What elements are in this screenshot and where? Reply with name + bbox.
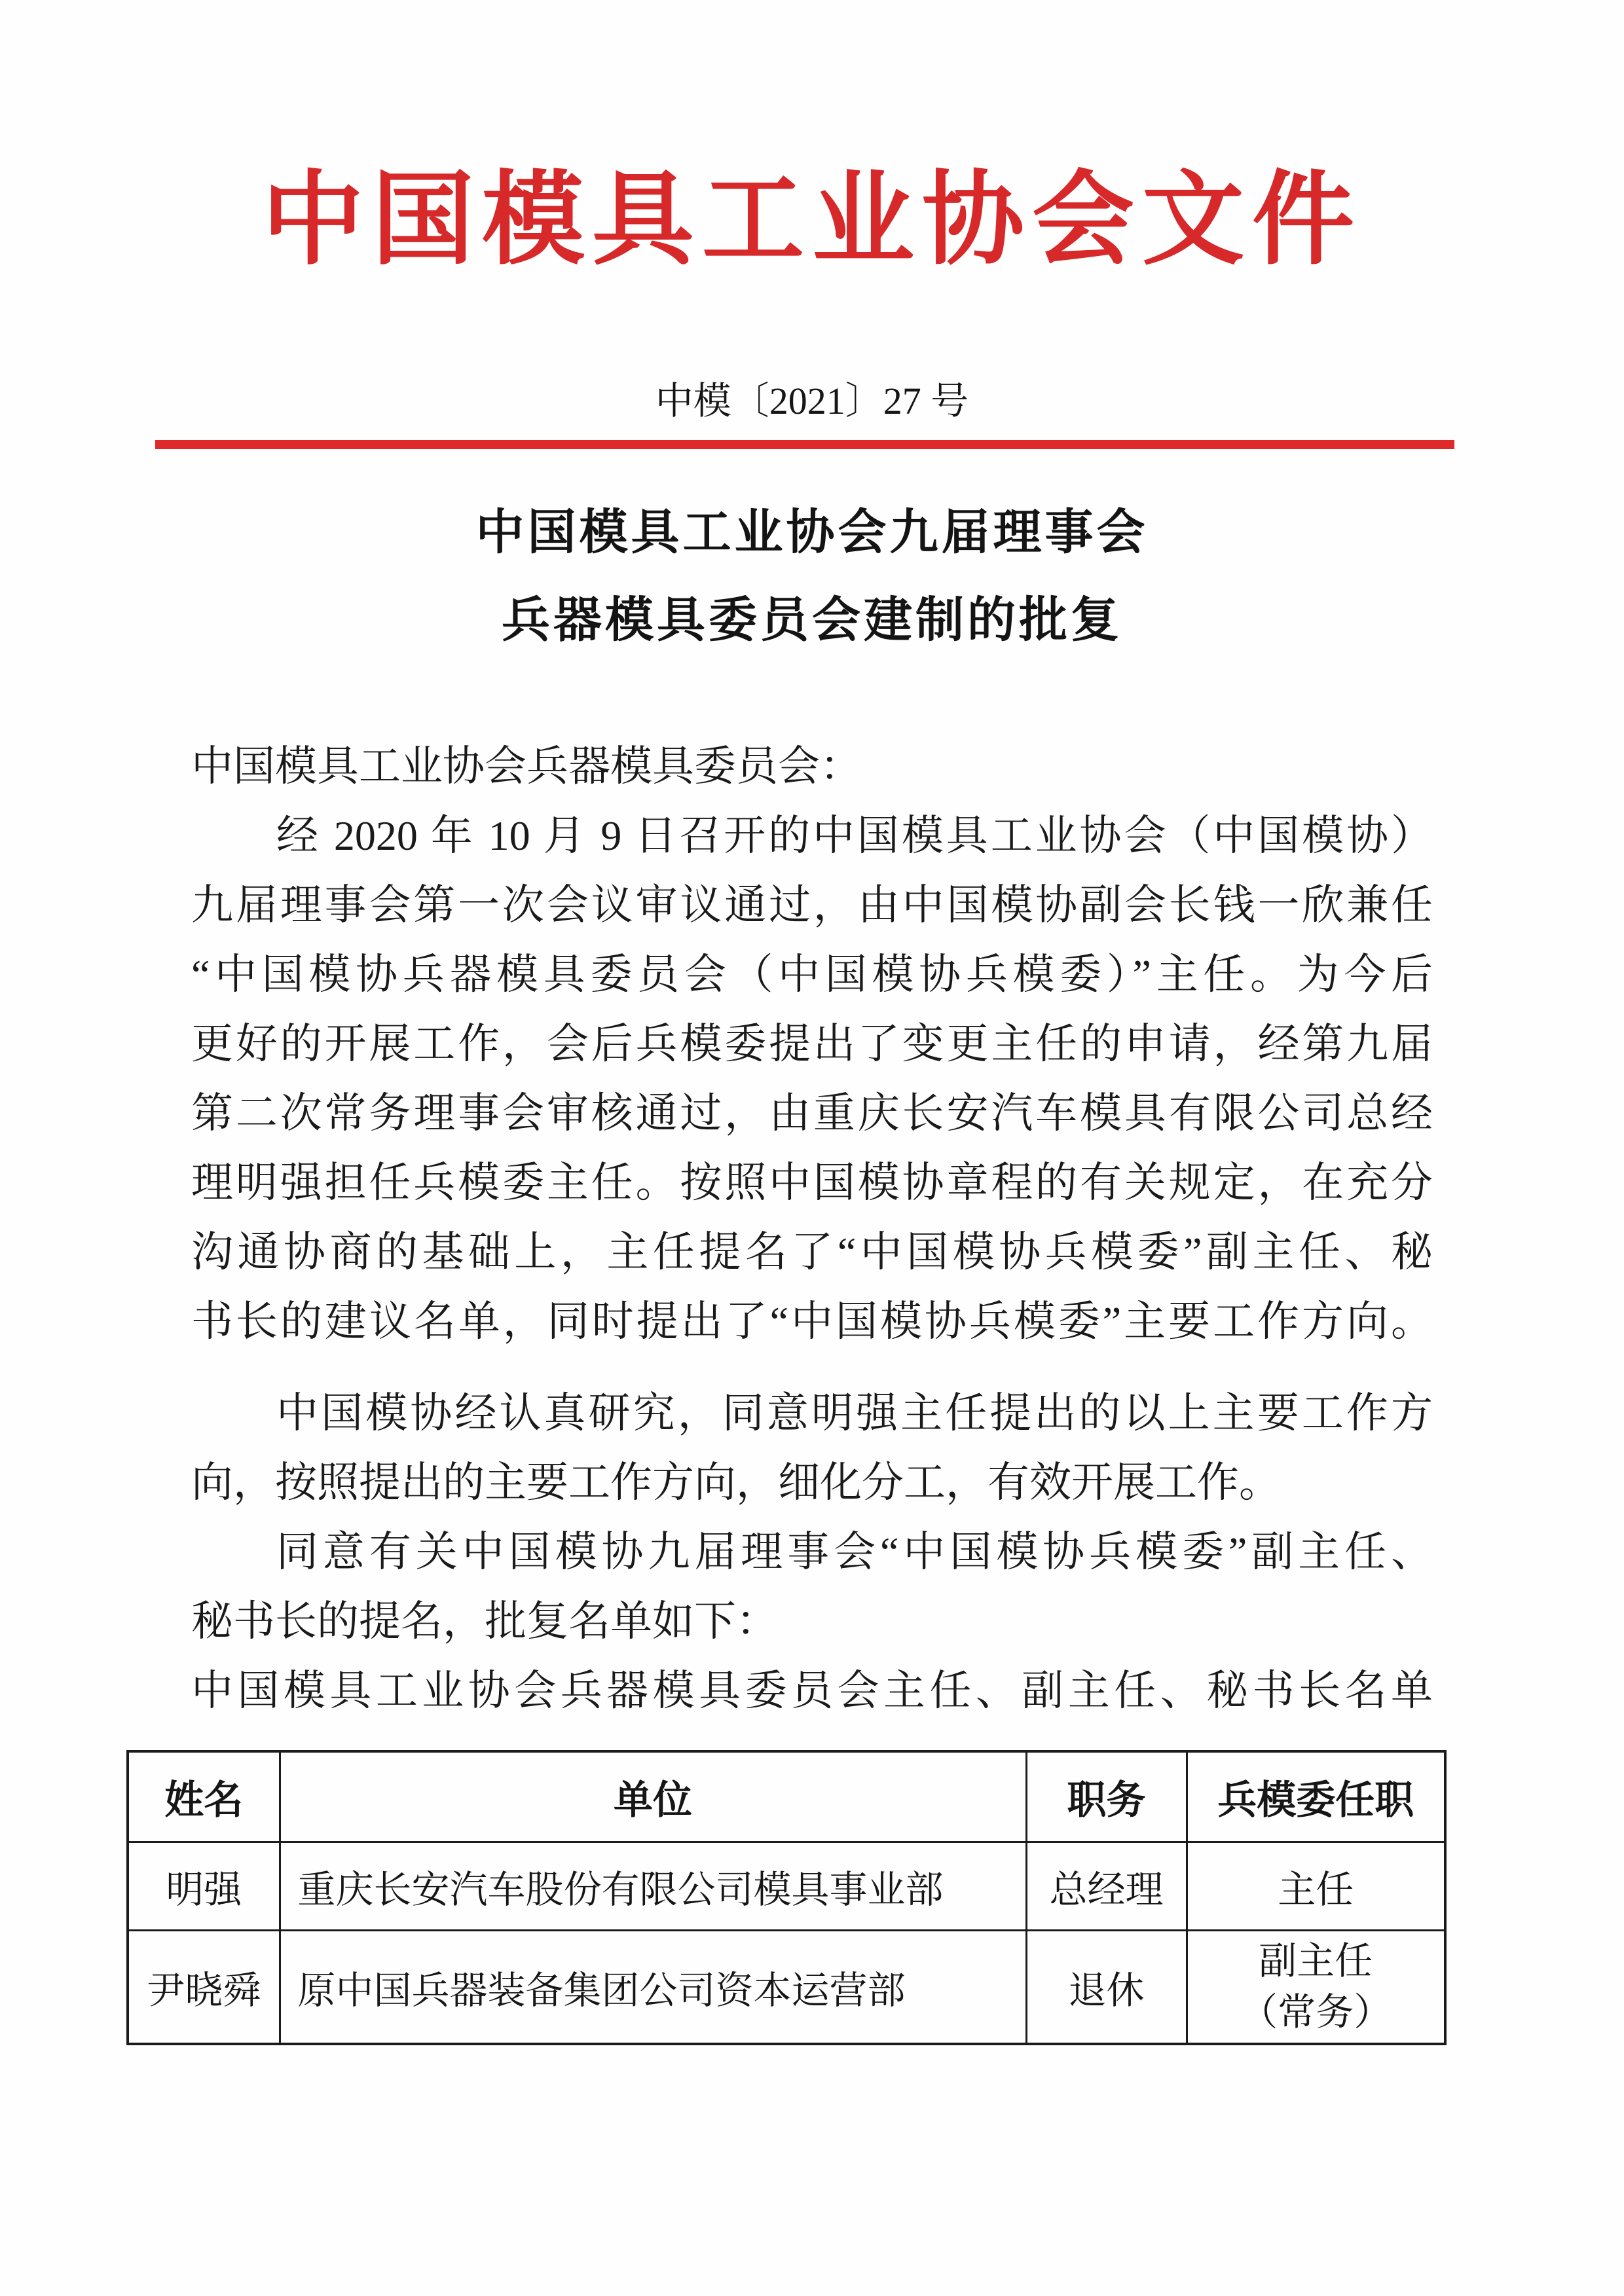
cell-committee-role: 主任: [1187, 1842, 1445, 1931]
roster-table: [126, 1750, 1447, 2045]
body-line: 向，按照提出的主要工作方向，细化分工，有效开展工作。: [191, 1459, 1281, 1506]
body-line: 中国模具工业协会兵器模具委员会：: [191, 743, 862, 790]
body-line: 理明强担任兵模委主任。按照中国模协章程的有关规定，在充分: [191, 1159, 1433, 1206]
body-line: “中国模协兵器模具委员会（中国模协兵模委）”主任。为今后: [191, 951, 1433, 998]
committee-role-line1: 副主任: [1259, 1940, 1373, 1982]
body-line: 中国模具工业协会兵器模具委员会主任、副主任、秘书长名单: [191, 1667, 1433, 1714]
cell-position: 总经理: [1026, 1842, 1187, 1931]
red-divider-rule: [155, 440, 1454, 449]
body-line: 九届理事会第一次会议审议通过，由中国模协副会长钱一欣兼任: [191, 882, 1433, 928]
body-line: 中国模协经认真研究，同意明强主任提出的以上主要工作方: [276, 1390, 1433, 1436]
cell-committee-role: [1187, 1931, 1445, 2045]
body-line: 同意有关中国模协九届理事会“中国模协兵模委”副主任、: [276, 1529, 1433, 1575]
header-name: 姓名: [128, 1751, 280, 1842]
cell-unit: 原中国兵器装备集团公司资本运营部: [280, 1931, 1026, 2045]
body-line: 经 2020 年 10 月 9 日召开的中国模具工业协会（中国模协）: [276, 812, 1433, 859]
body-line: 书长的建议名单，同时提出了“中国模协兵模委”主要工作方向。: [191, 1298, 1433, 1345]
document-number: 中模〔2021〕27 号: [655, 380, 969, 422]
body-line: 更好的开展工作，会后兵模委提出了变更主任的申请，经第九届: [191, 1021, 1433, 1067]
cell-name: 明强: [128, 1842, 280, 1931]
cell-unit: 重庆长安汽车股份有限公司模具事业部: [280, 1842, 1026, 1931]
body-line: 第二次常务理事会审核通过，由重庆长安汽车模具有限公司总经: [191, 1090, 1433, 1137]
letterhead-title: 中国模具工业协会文件: [262, 164, 1362, 277]
header-committee-role: 兵模委任职: [1187, 1751, 1445, 1842]
document-title-line2: 兵器模具委员会建制的批复: [502, 592, 1122, 647]
table-header-row: [128, 1751, 1445, 1842]
cell-position: 退休: [1026, 1931, 1187, 2045]
body-line: 秘书长的提名，批复名单如下：: [191, 1598, 778, 1645]
header-unit: 单位: [280, 1751, 1026, 1842]
document-title-line1: 中国模具工业协会九届理事会: [475, 505, 1149, 559]
body-line: 沟通协商的基础上，主任提名了“中国模协兵模委”副主任、秘: [191, 1229, 1433, 1275]
body-text: [191, 732, 1433, 1726]
header-position: 职务: [1026, 1751, 1187, 1842]
cell-name: 尹晓舜: [128, 1931, 280, 2045]
table-row: [128, 1931, 1445, 2045]
committee-role-line2: （常务）: [1240, 1991, 1392, 2033]
table-row: [128, 1842, 1445, 1931]
